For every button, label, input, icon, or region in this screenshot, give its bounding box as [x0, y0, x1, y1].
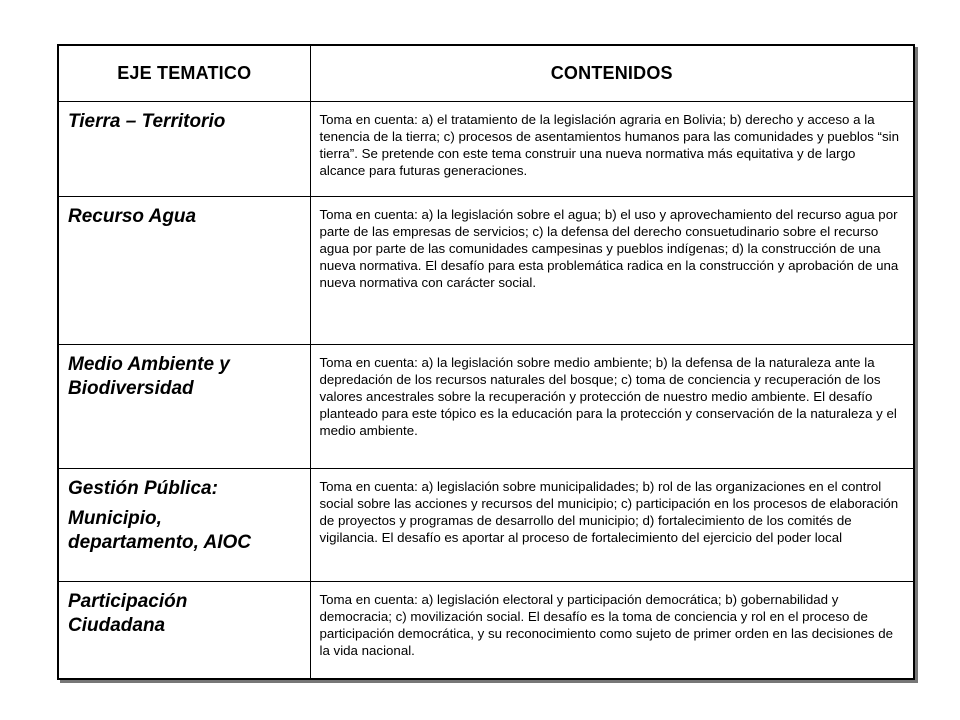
eje-title: Participación — [68, 591, 188, 612]
eje-title: Gestión Pública: — [68, 478, 218, 499]
contenido-cell: Toma en cuenta: a) legislación sobre municipalidades; b) rol de las organizaciones en el control social sobre las acciones y recursos del municipio; c) participación en los procesos de elaboración de proyectos y programas de desarrollo del municipio; d) fortalecimiento de los comités de vigilancia. El desafío es aportar al proceso de fortalecimiento del ejercicio del poder local — [310, 469, 914, 582]
table-row — [58, 582, 914, 679]
eje-title: Tierra – Territorio — [68, 111, 226, 132]
eje-title: Medio Ambiente y — [68, 354, 230, 375]
eje-title: Ciudadana — [68, 615, 166, 636]
eje-cell — [58, 102, 310, 197]
eje-title: departamento, AIOC — [68, 532, 251, 553]
contenido-cell: Toma en cuenta: a) el tratamiento de la legislación agraria en Bolivia; b) derecho y acceso a la tenencia de la tierra; c) procesos de asentamientos humanos para las comunidades y pueblos “sin tierra”. Se pretende con este tema construir una nueva normativa más equitativa y de largo alcance para futuras generaciones. — [310, 102, 914, 197]
table-row — [58, 197, 914, 345]
table-row — [58, 469, 914, 582]
eje-cell — [58, 345, 310, 469]
eje-title: Recurso Agua — [68, 206, 197, 227]
eje-cell — [58, 197, 310, 345]
eje-cell — [58, 582, 310, 679]
header-eje-tematico: EJE TEMATICO — [58, 45, 310, 102]
contenido-cell: Toma en cuenta: a) legislación electoral y participación democrática; b) gobernabilidad y democracia; c) movilización social. El desafío es la toma de conciencia y rol en el proceso de participación democrática, y su reconocimiento como sujeto de primer orden en las decisiones de la vida nacional. — [310, 582, 914, 679]
eje-title: Biodiversidad — [68, 378, 194, 399]
eje-cell — [58, 469, 310, 582]
table-row — [58, 102, 914, 197]
thematic-axes-table — [57, 44, 915, 680]
contenido-cell: Toma en cuenta: a) la legislación sobre el agua; b) el uso y aprovechamiento del recurso agua por parte de las empresas de servicios; c) la defensa del derecho consuetudinario sobre el recurso agua por parte de las comunidades campesinas y pueblos indígenas; d) la construcción de una nueva normativa. El desafío para esta problemática radica en la construcción y aprobación de una nueva normativa con carácter social. — [310, 197, 914, 345]
table-row — [58, 345, 914, 469]
table-header-row — [58, 45, 914, 102]
contenido-cell: Toma en cuenta: a) la legislación sobre medio ambiente; b) la defensa de la naturaleza ante la depredación de los recursos naturales del bosque; c) toma de conciencia y recuperación de los valores ancestrales sobre la recuperación y protección de nuestro medio ambiente. El desafío planteado para este tópico es la educación para la protección y conservación de la naturaleza y el medio ambiente. — [310, 345, 914, 469]
header-contenidos: CONTENIDOS — [310, 45, 914, 102]
eje-title: Municipio, — [68, 508, 162, 529]
